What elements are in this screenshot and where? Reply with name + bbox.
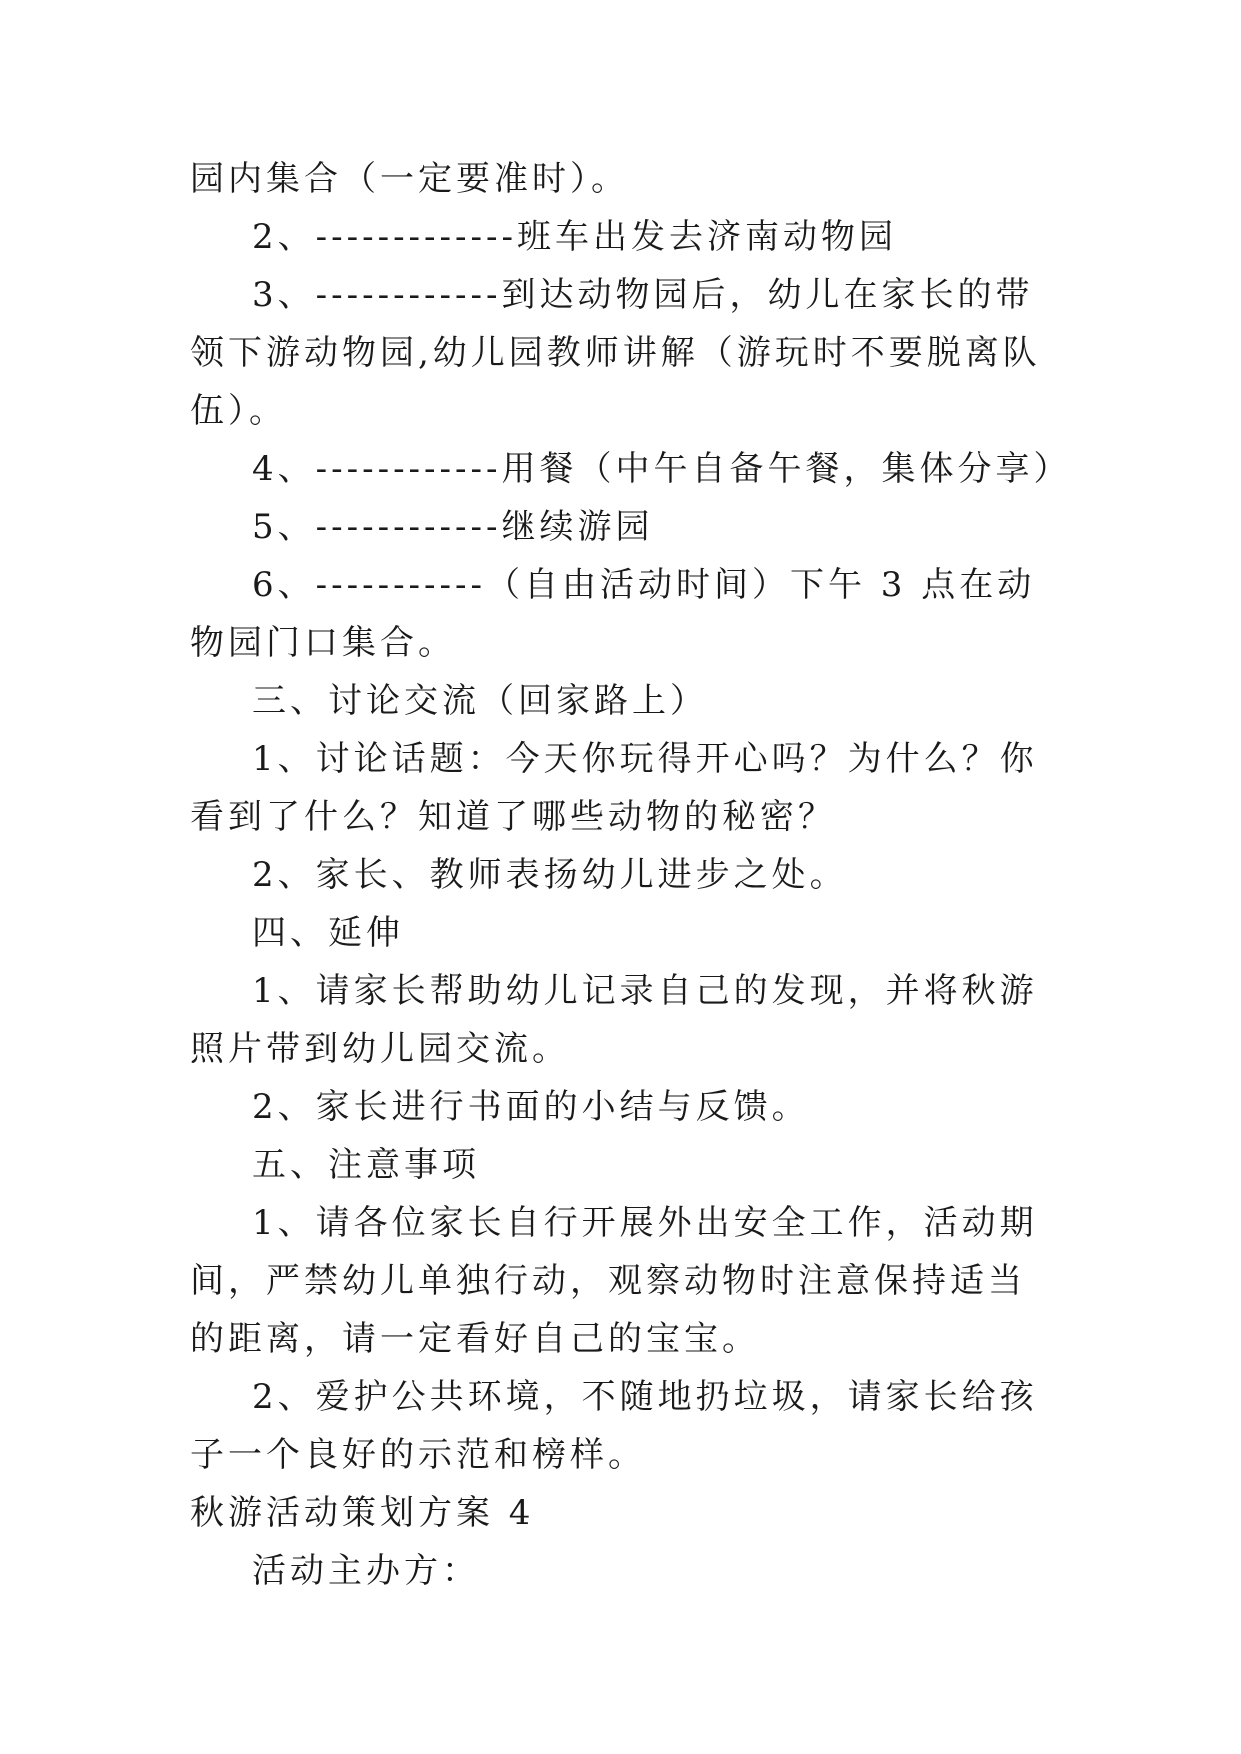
paragraph-organizer: 活动主办方： [252, 1551, 480, 1591]
section-heading-discussion: 三、讨论交流（回家路上） [252, 681, 708, 721]
paragraph-discussion-1: 1、讨论话题：今天你玩得开心吗？为什么？你看到了什么？知道了哪些动物的秘密？ [190, 739, 1038, 837]
section-heading-extension: 四、延伸 [252, 913, 404, 953]
section-heading-notes: 五、注意事项 [252, 1145, 480, 1185]
paragraph-step-3: 3、------------到达动物园后，幼儿在家长的带领下游动物园,幼儿园教师讲解（游玩时不要脱离队伍）。 [190, 275, 1041, 431]
paragraph-extension-1: 1、请家长帮助幼儿记录自己的发现，并将秋游照片带到幼儿园交流。 [190, 971, 1038, 1069]
paragraph-notes-1: 1、请各位家长自行开展外出安全工作，活动期间，严禁幼儿单独行动，观察动物时注意保持适当的距离，请一定看好自己的宝宝。 [190, 1203, 1038, 1359]
paragraph-step-6: 6、-----------（自由活动时间）下午 3 点在动物园门口集合。 [190, 565, 1036, 663]
document-body [190, 150, 1072, 1600]
paragraph-extension-2: 2、家长进行书面的小结与反馈。 [252, 1087, 810, 1127]
paragraph-discussion-2: 2、家长、教师表扬幼儿进步之处。 [252, 855, 848, 895]
plan-title: 秋游活动策划方案 4 [190, 1493, 535, 1533]
paragraph-step-4: 4、------------用餐（中午自备午餐，集体分享） [252, 449, 1072, 489]
paragraph-step-5: 5、------------继续游园 [252, 507, 654, 547]
paragraph-step-2: 2、-------------班车出发去济南动物园 [252, 217, 897, 257]
paragraph-assembly-note: 园内集合（一定要准时）。 [190, 159, 629, 199]
paragraph-notes-2: 2、爱护公共环境，不随地扔垃圾，请家长给孩子一个良好的示范和榜样。 [190, 1377, 1038, 1475]
